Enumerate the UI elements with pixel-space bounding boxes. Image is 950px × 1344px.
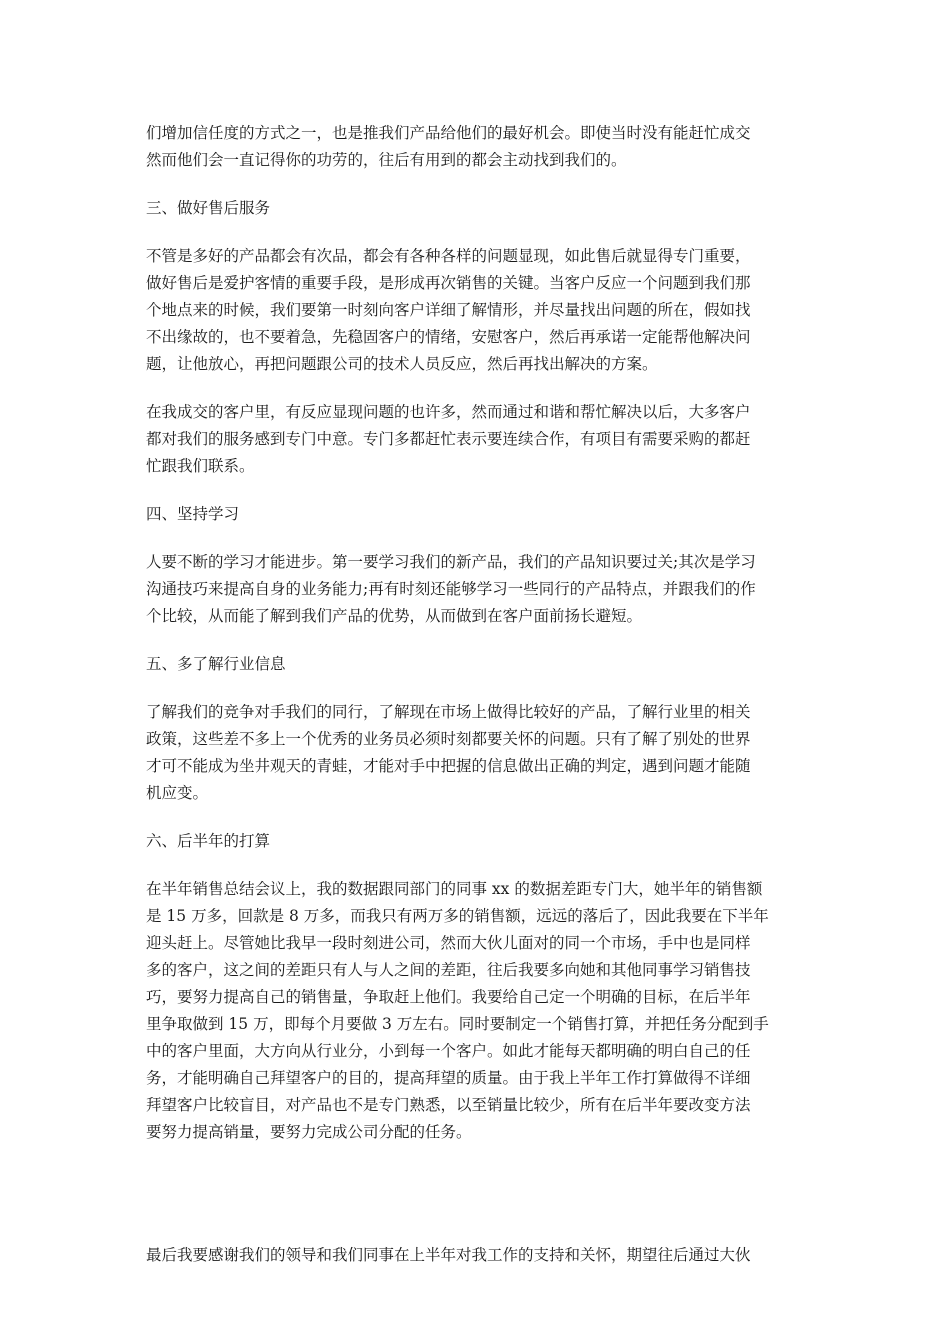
text-line: 不出缘故的，也不要着急，先稳固客户的情绪，安慰客户，然后再承诺一定能帮他解决问 bbox=[146, 328, 751, 346]
text-line: 中的客户里面，大方向从行业分，小到每一个客户。如此才能每天都明确的明白自己的任 bbox=[146, 1042, 751, 1060]
paragraph-closing bbox=[146, 1242, 810, 1269]
text-line: 个比较，从而能了解到我们产品的优势，从而做到在客户面前扬长避短。 bbox=[146, 607, 643, 625]
text-line: 题，让他放心，再把问题跟公司的技术人员反应，然后再找出解决的方案。 bbox=[146, 355, 658, 373]
text-line: 忙跟我们联系。 bbox=[146, 457, 255, 475]
text-line: 沟通技巧来提高自身的业务能力;再有时刻还能够学习一些同行的产品特点，并跟我们的作 bbox=[146, 580, 756, 598]
paragraph-intro-continued bbox=[146, 120, 810, 174]
text-line: 在半年销售总结会议上，我的数据跟同部门的同事 xx 的数据差距专门大，她半年的销售额 bbox=[146, 880, 763, 898]
text-line: 巧，要努力提高自己的销售量，争取赶上他们。我要给自己定一个明确的目标，在后半年 bbox=[146, 988, 751, 1006]
heading-text: 四、坚持学习 bbox=[146, 505, 240, 523]
text-line: 机应变。 bbox=[146, 784, 209, 802]
text-line: 了解我们的竞争对手我们的同行，了解现在市场上做得比较好的产品，了解行业里的相关 bbox=[146, 703, 751, 721]
heading-text: 三、做好售后服务 bbox=[146, 199, 271, 217]
text-line: 做好售后是爱护客情的重要手段，是形成再次销售的关键。当客户反应一个问题到我们那 bbox=[146, 274, 751, 292]
text-line: 要努力提高销量，要努力完成公司分配的任务。 bbox=[146, 1123, 472, 1141]
text-line: 都对我们的服务感到专门中意。专门多都赶忙表示要连续合作，有项目有需要采购的都赶 bbox=[146, 430, 751, 448]
paragraph-learning bbox=[146, 549, 810, 630]
text-line: 不管是多好的产品都会有次品，都会有各种各样的问题显现，如此售后就显得专门重要， bbox=[146, 247, 751, 265]
text-line: 人要不断的学习才能进步。第一要学习我们的新产品，我们的产品知识要过关;其次是学习 bbox=[146, 553, 756, 571]
text-line: 迎头赶上。尽管她比我早一段时刻进公司，然而大伙儿面对的同一个市场，手中也是同样 bbox=[146, 934, 751, 952]
paragraph-industry-info bbox=[146, 699, 810, 807]
section-heading-after-sales bbox=[146, 195, 810, 222]
text-line: 才可不能成为坐井观天的青蛙，才能对手中把握的信息做出正确的判定，遇到问题才能随 bbox=[146, 757, 751, 775]
text-line: 然而他们会一直记得你的功劳的，往后有用到的都会主动找到我们的。 bbox=[146, 151, 627, 169]
paragraph-after-sales-1 bbox=[146, 243, 810, 378]
text-line: 是 15 万多，回款是 8 万多，而我只有两万多的销售额，远远的落后了，因此我要在下半年 bbox=[146, 907, 769, 925]
paragraph-second-half-plan bbox=[146, 876, 810, 1146]
text-line: 最后我要感谢我们的领导和我们同事在上半年对我工作的支持和关怀，期望往后通过大伙 bbox=[146, 1246, 751, 1264]
document-body bbox=[146, 120, 810, 1290]
text-line: 务，才能明确自己拜望客户的目的，提高拜望的质量。由于我上半年工作打算做得不详细 bbox=[146, 1069, 751, 1087]
section-heading-learning bbox=[146, 501, 810, 528]
text-line: 们增加信任度的方式之一，也是推我们产品给他们的最好机会。即使当时没有能赶忙成交 bbox=[146, 124, 751, 142]
heading-text: 五、多了解行业信息 bbox=[146, 655, 286, 673]
blank-space bbox=[146, 1167, 810, 1242]
text-line: 里争取做到 15 万，即每个月要做 3 万左右。同时要制定一个销售打算，并把任务分配到手 bbox=[146, 1015, 769, 1033]
text-line: 政策，这些差不多上一个优秀的业务员必须时刻都要关怀的问题。只有了解了别处的世界 bbox=[146, 730, 751, 748]
heading-text: 六、后半年的打算 bbox=[146, 832, 271, 850]
text-line: 在我成交的客户里，有反应显现问题的也许多，然而通过和谐和帮忙解决以后，大多客户 bbox=[146, 403, 751, 421]
section-heading-second-half-plan bbox=[146, 828, 810, 855]
section-heading-industry-info bbox=[146, 651, 810, 678]
text-line: 多的客户，这之间的差距只有人与人之间的差距，往后我要多向她和其他同事学习销售技 bbox=[146, 961, 751, 979]
text-line: 拜望客户比较盲目，对产品也不是专门熟悉，以至销量比较少，所有在后半年要改变方法 bbox=[146, 1096, 751, 1114]
text-line: 个地点来的时候，我们要第一时刻向客户详细了解情形，并尽量找出问题的所在，假如找 bbox=[146, 301, 751, 319]
paragraph-after-sales-2 bbox=[146, 399, 810, 480]
